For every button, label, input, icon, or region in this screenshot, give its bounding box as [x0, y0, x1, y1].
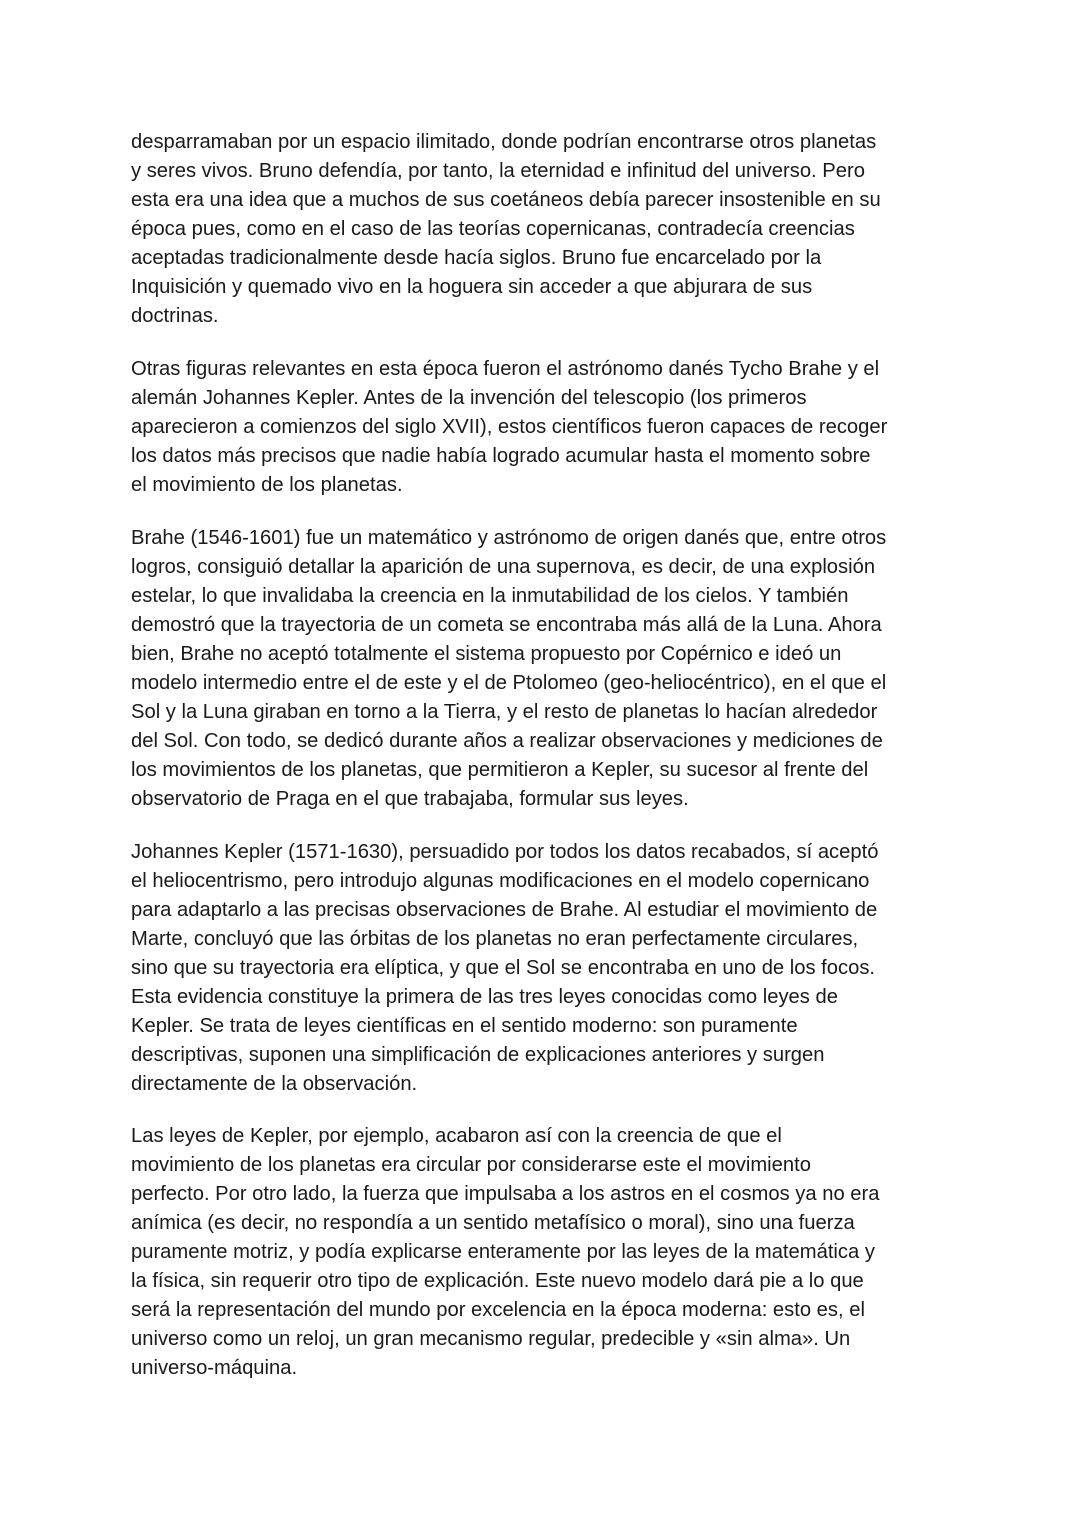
text-line: esta era una idea que a muchos de sus coetáneos debía parecer insostenible en su: [131, 189, 881, 211]
text-line: doctrinas.: [131, 305, 219, 327]
text-line: para adaptarlo a las precisas observaciones de Brahe. Al estudiar el movimiento de: [131, 899, 878, 921]
text-line: anímica (es decir, no respondía a un sentido metafísico o moral), sino una fuerza: [131, 1212, 855, 1234]
text-line: Sol y la Luna giraban en torno a la Tierra, y el resto de planetas lo hacían alrededor: [131, 701, 878, 723]
text-line: aceptadas tradicionalmente desde hacía siglos. Bruno fue encarcelado por la: [131, 247, 822, 269]
paragraph-bruno: [131, 128, 961, 331]
text-line: del Sol. Con todo, se dedicó durante años a realizar observaciones y mediciones de: [131, 730, 883, 752]
text-line: observatorio de Praga en el que trabajaba, formular sus leyes.: [131, 788, 689, 810]
text-line: Marte, concluyó que las órbitas de los planetas no eran perfectamente circulares,: [131, 928, 859, 950]
text-line: Inquisición y quemado vivo en la hoguera sin acceder a que abjurara de sus: [131, 276, 813, 298]
text-line: descriptivas, suponen una simplificación de explicaciones anteriores y surgen: [131, 1044, 825, 1066]
text-line: Esta evidencia constituye la primera de las tres leyes conocidas como leyes de: [131, 986, 838, 1008]
text-line: demostró que la trayectoria de un cometa se encontraba más allá de la Luna. Ahora: [131, 614, 882, 636]
text-line: aparecieron a comienzos del siglo XVII), estos científicos fueron capaces de recoger: [131, 416, 888, 438]
text-line: bien, Brahe no aceptó totalmente el sistema propuesto por Copérnico e ideó un: [131, 643, 842, 665]
text-line: Otras figuras relevantes en esta época fueron el astrónomo danés Tycho Brahe y el: [131, 358, 880, 380]
text-line: estelar, lo que invalidaba la creencia en la inmutabilidad de los cielos. Y también: [131, 585, 849, 607]
text-line: perfecto. Por otro lado, la fuerza que impulsaba a los astros en el cosmos ya no era: [131, 1183, 880, 1205]
paragraph-kepler: [131, 838, 961, 1099]
text-line: Johannes Kepler (1571-1630), persuadido por todos los datos recabados, sí aceptó: [131, 841, 879, 863]
text-line: directamente de la observación.: [131, 1073, 418, 1095]
paragraph-brahe: [131, 524, 961, 814]
text-line: será la representación del mundo por excelencia en la época moderna: esto es, el: [131, 1299, 865, 1321]
text-line: sino que su trayectoria era elíptica, y que el Sol se encontraba en uno de los focos.: [131, 957, 876, 979]
text-line: universo como un reloj, un gran mecanismo regular, predecible y «sin alma». Un: [131, 1328, 851, 1350]
text-line: desparramaban por un espacio ilimitado, donde podrían encontrarse otros planetas: [131, 131, 877, 153]
text-line: Las leyes de Kepler, por ejemplo, acabaron así con la creencia de que el: [131, 1125, 782, 1147]
text-line: Kepler. Se trata de leyes científicas en el sentido moderno: son puramente: [131, 1015, 798, 1037]
text-line: movimiento de los planetas era circular por considerarse este el movimiento: [131, 1154, 811, 1176]
text-line: los datos más precisos que nadie había logrado acumular hasta el momento sobre: [131, 445, 871, 467]
paragraph-brahe-kepler-intro: [131, 355, 961, 500]
text-line: la física, sin requerir otro tipo de explicación. Este nuevo modelo dará pie a lo que: [131, 1270, 864, 1292]
text-line: y seres vivos. Bruno defendía, por tanto, la eternidad e infinitud del universo. Pero: [131, 160, 865, 182]
text-line: Brahe (1546-1601) fue un matemático y astrónomo de origen danés que, entre otros: [131, 527, 887, 549]
text-line: el heliocentrismo, pero introdujo algunas modificaciones en el modelo copernicano: [131, 870, 870, 892]
text-line: modelo intermedio entre el de este y el de Ptolomeo (geo-heliocéntrico), en el que el: [131, 672, 887, 694]
text-line: el movimiento de los planetas.: [131, 474, 403, 496]
text-line: puramente motriz, y podía explicarse enteramente por las leyes de la matemática y: [131, 1241, 875, 1263]
paragraph-kepler-laws: [131, 1122, 961, 1383]
text-line: universo-máquina.: [131, 1357, 298, 1379]
text-line: los movimientos de los planetas, que permitieron a Kepler, su sucesor al frente del: [131, 759, 869, 781]
text-line: alemán Johannes Kepler. Antes de la invención del telescopio (los primeros: [131, 387, 807, 409]
text-line: logros, consiguió detallar la aparición de una supernova, es decir, de una explosión: [131, 556, 876, 578]
text-line: época pues, como en el caso de las teorías copernicanas, contradecía creencias: [131, 218, 855, 240]
